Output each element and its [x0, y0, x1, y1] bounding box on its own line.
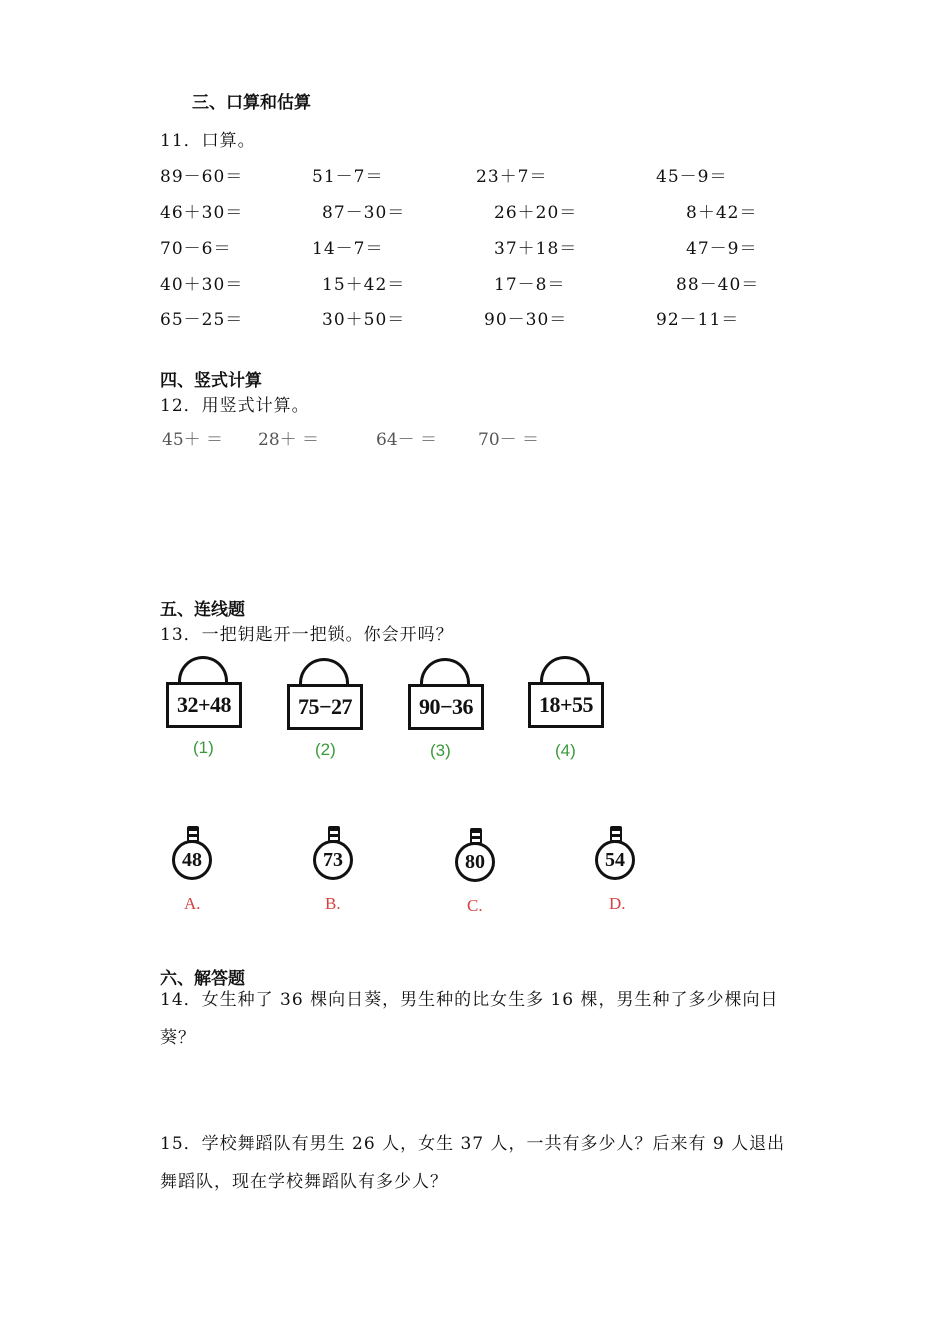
oral-calc-item: 30＋50＝ [322, 310, 406, 330]
oral-calc-item: 26＋20＝ [494, 203, 578, 223]
oral-calc-item: 51－7＝ [312, 167, 384, 187]
question-13: 13．一把钥匙开一把锁。你会开吗？ [160, 625, 454, 645]
key-value: 73 [313, 840, 353, 880]
lock-4[interactable] [528, 656, 608, 746]
oral-calc-item: 23＋7＝ [476, 167, 548, 187]
lock-label: (4) [555, 741, 576, 760]
key-value: 54 [595, 840, 635, 880]
vertical-calc-item: 45＋ ＝ [162, 430, 224, 450]
vertical-calc-item: 28＋ ＝ [258, 430, 320, 450]
section5-heading: 五、连线题 [160, 600, 245, 620]
key-value: 48 [172, 840, 212, 880]
lock-expression: 32+48 [166, 682, 242, 728]
oral-calc-item: 88－40＝ [676, 275, 760, 295]
question-11: 11．口算。 [160, 131, 256, 151]
vertical-calc-item: 64－ ＝ [376, 430, 438, 450]
key-label: C. [467, 896, 483, 915]
question-14: 14．女生种了 36 棵向日葵，男生种的比女生多 16 棵，男生种了多少棵向日葵？ [160, 990, 779, 1048]
key-a[interactable] [170, 826, 220, 896]
lock-expression: 18+55 [528, 682, 604, 728]
lock-label: (2) [315, 740, 336, 759]
lock-3[interactable] [408, 658, 488, 748]
oral-calc-item: 15＋42＝ [322, 275, 406, 295]
oral-calc-item: 8＋42＝ [686, 203, 758, 223]
oral-calc-item: 90－30＝ [484, 310, 568, 330]
lock-expression: 90−36 [408, 684, 484, 730]
oral-calc-item: 17－8＝ [494, 275, 566, 295]
oral-calc-item: 40＋30＝ [160, 275, 244, 295]
lock-expression: 75−27 [287, 684, 363, 730]
section6-heading: 六、解答题 [160, 969, 245, 989]
oral-calc-item: 46＋30＝ [160, 203, 244, 223]
oral-calc-item: 37＋18＝ [494, 239, 578, 259]
lock-2[interactable] [287, 658, 367, 748]
vertical-calc-item: 70－ ＝ [478, 430, 540, 450]
key-label: D. [609, 894, 626, 913]
oral-calc-item: 45－9＝ [656, 167, 728, 187]
key-b[interactable] [311, 826, 361, 896]
oral-calc-item: 92－11＝ [656, 310, 740, 330]
key-c[interactable] [453, 828, 503, 898]
key-label: A. [184, 894, 201, 913]
oral-calc-item: 47－9＝ [686, 239, 758, 259]
oral-calc-item: 87－30＝ [322, 203, 406, 223]
oral-calc-item: 89－60＝ [160, 167, 244, 187]
key-d[interactable] [593, 826, 643, 896]
lock-label: (1) [193, 738, 214, 757]
key-value: 80 [455, 842, 495, 882]
oral-calc-item: 14－7＝ [312, 239, 384, 259]
question-15: 15．学校舞蹈队有男生 26 人，女生 37 人，一共有多少人？后来有 9 人退出舞蹈队，现在学校舞蹈队有多少人？ [160, 1134, 786, 1192]
oral-calc-item: 70－6＝ [160, 239, 232, 259]
section3-heading: 三、口算和估算 [192, 93, 311, 113]
key-label: B. [325, 894, 341, 913]
oral-calc-item: 65－25＝ [160, 310, 244, 330]
section4-heading: 四、竖式计算 [160, 371, 262, 391]
lock-label: (3) [430, 741, 451, 760]
question-12: 12．用竖式计算。 [160, 396, 310, 416]
lock-1[interactable] [166, 656, 246, 746]
